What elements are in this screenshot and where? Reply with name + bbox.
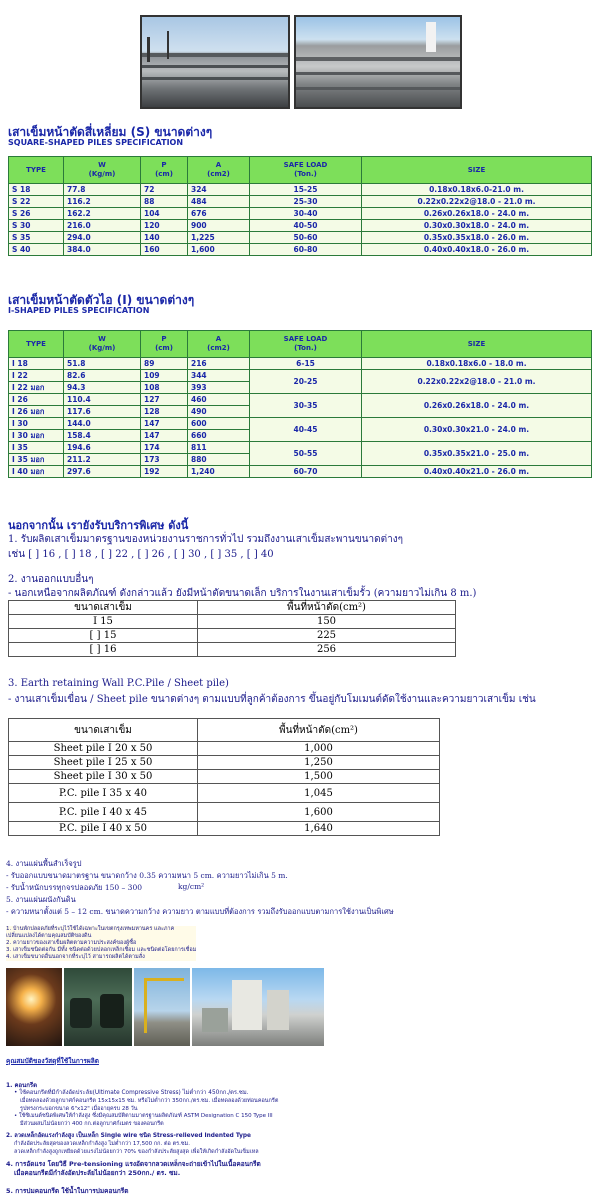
col-area: พื้นที่หน้าตัด(cm²) <box>198 601 456 615</box>
sheet-pile-table <box>8 718 440 836</box>
table-row: S 26 162.2 104 676 30-40 0.26x0.26x18.0 - 24.0 m. <box>9 208 592 220</box>
service-3-text: - งานเสาเข็มเขื่อน / Sheet pile ขนาดต่างๆ ตามแบบที่ลูกค้าต้องการ ขึ้นอยู่กับโมเมนต์ดัดใช้งานและความยาวเสาเข็ม เช่น <box>8 694 536 705</box>
note-item: เปลี่ยนแปลงได้ตามคุณสมบัติของดิน <box>6 933 92 939</box>
square-title-eng: SQUARE-SHAPED PILES SPECIFICATION <box>8 138 184 147</box>
materials-concrete-3: รูปทรงกระบอกขนาด 6"x12" เมื่ออายุครบ 28 วัน <box>20 1106 138 1112</box>
service-4-load: - รับน้ำหนักบรรทุกจรปลอดภัย 150 – 300 <box>6 883 142 892</box>
service-2-title: 2. งานออกแบบอื่นๆ <box>8 574 94 585</box>
table-row: I 15 150 <box>9 615 456 629</box>
table-row: I 18 51.8 89 216 6-15 0.18x0.18x6.0 - 18.0 m. <box>9 358 592 370</box>
materials-concrete-2: เมื่อทดลองด้วยลูกบาศก์คอนกรีต 15x15x15 ซม. หรือไม่ต่ำกว่า 350กก./ตร.ซม. เมื่อทดลองด้วยท่อนคอนกรีต <box>20 1098 279 1104</box>
table-row: I 40 มอก 297.6 192 1,240 60-70 0.40x0.40x21.0 - 26.0 m. <box>9 466 592 478</box>
table-row: S 30 216.0 120 900 40-50 0.30x0.30x18.0 - 24.0 m. <box>9 220 592 232</box>
col-size: SIZE <box>362 331 592 358</box>
service-4-title: 4. งานแผ่นพื้นสำเร็จรูป <box>6 859 82 868</box>
col-size: SIZE <box>362 157 592 184</box>
ishape-title-thai: เสาเข็มหน้าตัดตัวไอ (I) ขนาดต่างๆ <box>8 293 195 307</box>
col-type: TYPE <box>9 331 64 358</box>
table-row: I 35 194.6 174 811 50-55 0.35x0.35x21.0 - 25.0 m. <box>9 442 592 454</box>
col-safe-load: SAFE LOAD (Ton.) <box>250 157 362 184</box>
table-row: I 26 มอก 117.6 128 490 <box>9 406 592 418</box>
materials-pretension-2: เมื่อคอนกรีตมีกำลังอัดประลัยไม่น้อยกว่า 250กก./ ตร. ซม. <box>14 1169 181 1177</box>
photo-crane <box>134 968 190 1046</box>
table-row: [ ] 16 256 <box>9 643 456 657</box>
materials-wire-2: กำลังอัดประลัยสุดของลวดเหล็กกำลังสูง ไม่ต่ำกว่า 17,500 กก. ต่อ ตร.ซม. <box>14 1141 190 1147</box>
table-row: I 22 มอก 94.3 108 393 <box>9 382 592 394</box>
service-1-sizes: เช่น [ ] 16 , [ ] 18 , [ ] 22 , [ ] 26 , [ ] 30 , [ ] 35 , [ ] 40 <box>8 549 274 560</box>
table-row: S 40 384.0 160 1,600 60-80 0.40x0.40x18.0 - 26.0 m. <box>9 244 592 256</box>
service-2-text: - นอกเหนือจากผลิตภัณฑ์ ดังกล่าวแล้ว ยังมีหน้าตัดขนาดเล็ก บริการในงานเสาเข็มรั้ว (ความยาวไม่เกิน 8 m.) <box>8 588 477 599</box>
service-5-text: - ความหนาตั้งแต่ 5 – 12 cm. ขนาดความกว้าง ความยาว ตามแบบที่ต้องการ รวมถึงรับออกแบบตามการใช้งานเป็นพิเศษ <box>6 907 394 916</box>
col-w: W (Kg/m) <box>64 331 141 358</box>
service-3-title: 3. Earth retaining Wall P.C.Pile / Sheet pile) <box>8 678 229 689</box>
factory-photo-left <box>140 15 290 109</box>
materials-wire-3: ลวดเหล็กกำลังสูงถูกเหยียดด้วยแรงไม่น้อยกว่า 70% ของกำลังประลัยสูงสุด เพื่อให้เกิดกำลังอัดในเข็มเหล <box>14 1149 259 1155</box>
table-row: P.C. pile I 40 x 50 1,640 <box>9 822 440 836</box>
square-title-thai: เสาเข็มหน้าตัดสี่เหลี่ยม (S) ขนาดต่างๆ <box>8 125 213 139</box>
table-row: I 35 มอก 211.2 173 880 <box>9 454 592 466</box>
ishape-spec-table <box>8 330 592 478</box>
table-row: I 22 82.6 109 344 20-25 0.22x0.22x2@18.0 - 21.0 m. <box>9 370 592 382</box>
col-safe-load: SAFE LOAD (Ton.) <box>250 331 362 358</box>
col-type: TYPE <box>9 157 64 184</box>
services-heading: นอกจากนั้น เรายังรับบริการพิเศษ ดังนี้ <box>8 519 189 532</box>
table-row: S 35 294.0 140 1,225 50-60 0.35x0.35x18.0 - 26.0 m. <box>9 232 592 244</box>
materials-concrete-1: • ใช้คอนกรีตที่มีกำลังอัดประลัย(Ultimate Compressive Stress) ไม่ต่ำกว่า 450กก./ตร.ซม. <box>14 1090 249 1096</box>
note-item: 1. บ้านพักปลอดภัยที่ระบุไว้ใช้ได้เฉพาะในเขตกรุงเทพมหานคร และภาค <box>6 926 175 932</box>
table-row: P.C. pile I 40 x 45 1,600 <box>9 803 440 822</box>
note-item: 4. เสาเข็มขนาดอื่นนอกจากที่ระบุไว้ สามารถผลิตได้ตามสั่ง <box>6 954 145 960</box>
note-item: 3. เสาเข็มชนิดต่อกัน มีทั้ง ชนิดต่อด้วยปลอกเหล็กเชื่อม และชนิดต่อโดยการเชื่อม <box>6 947 197 953</box>
col-p: P (cm) <box>141 331 188 358</box>
photo-welding <box>6 968 62 1046</box>
materials-curing: 5. การบ่มคอนกรีต ใช้น้ำในการบ่มคอนกรีต <box>6 1187 129 1195</box>
note-item: 2. ความยาวของเสาเข็มผลิตตามความประสงค์ของผู้ซื้อ <box>6 940 137 946</box>
table-row: S 18 77.8 72 324 15-25 0.18x0.18x6.0-21.0 m. <box>9 184 592 196</box>
small-section-table <box>8 600 456 657</box>
service-4-unit: kg/cm² <box>178 882 205 891</box>
materials-pretension-1: 4. การอัดแรง โดยวิธี Pre-tensioning แรงอัดจากลวดเหล็กจะถ่ายเข้าไปในเนื้อคอนกรีต <box>6 1160 261 1168</box>
col-pile-size: ขนาดเสาเข็ม <box>9 719 198 742</box>
table-row: Sheet pile I 20 x 50 1,000 <box>9 742 440 756</box>
materials-heading: คุณสมบัติของวัสดุที่ใช้ในการผลิต <box>6 1057 99 1065</box>
table-row: I 30 144.0 147 600 40-45 0.30x0.30x21.0 - 24.0 m. <box>9 418 592 430</box>
table-row: [ ] 15 225 <box>9 629 456 643</box>
service-4-text: - รับออกแบบขนาดมาตรฐาน ขนาดกว้าง 0.35 ความหนา 5 cm. ความยาวไม่เกิน 5 m. <box>6 871 288 880</box>
col-p: P (cm) <box>141 157 188 184</box>
factory-photo-right <box>294 15 462 109</box>
materials-wire-1: 2. ลวดเหล็กอัดแรงกำลังสูง เป็นเหล็ก Single wire ชนิด Stress-relieved Indented Type <box>6 1133 251 1139</box>
photo-concrete-plant <box>192 968 324 1046</box>
col-a: A (cm2) <box>188 331 250 358</box>
col-area: พื้นที่หน้าตัด(cm²) <box>198 719 440 742</box>
service-1-text: 1. รับผลิตเสาเข็มมาตรฐานของหน่วยงานราชการทั่วไป รวมถึงงานเสาเข็มสะพานขนาดต่างๆ <box>8 534 403 545</box>
notes-block <box>6 926 196 961</box>
materials-concrete-4: • ใช้ซิเมนต์ชนิดพิเศษให้กำลังสูง ซึ่งมีคุณสมบัติตามมาตรฐานผลิตภัณฑ์ ASTM Designation C 150 Type III <box>14 1113 273 1119</box>
photo-steel-coils <box>64 968 132 1046</box>
ishape-title-eng: I-SHAPED PILES SPECIFICATION <box>8 306 150 315</box>
table-row: S 22 116.2 88 484 25-30 0.22x0.22x2@18.0 - 21.0 m. <box>9 196 592 208</box>
square-spec-table <box>8 156 592 256</box>
materials-concrete-title: 1. คอนกรีต <box>6 1082 38 1089</box>
service-5-title: 5. งานแผ่นผนังกันดิน <box>6 895 76 904</box>
table-row: I 30 มอก 158.4 147 660 <box>9 430 592 442</box>
col-pile-size: ขนาดเสาเข็ม <box>9 601 198 615</box>
materials-concrete-5: มีส่วนผสมไม่น้อยกว่า 400 กก.ต่อลูกบาศก์เมตร ของคอนกรีต <box>20 1121 164 1127</box>
table-row: P.C. pile I 35 x 40 1,045 <box>9 784 440 803</box>
table-row: I 26 110.4 127 460 30-35 0.26x0.26x18.0 - 24.0 m. <box>9 394 592 406</box>
table-row: Sheet pile I 30 x 50 1,500 <box>9 770 440 784</box>
col-a: A (cm2) <box>188 157 250 184</box>
table-row: Sheet pile I 25 x 50 1,250 <box>9 756 440 770</box>
col-w: W (Kg/m) <box>64 157 141 184</box>
